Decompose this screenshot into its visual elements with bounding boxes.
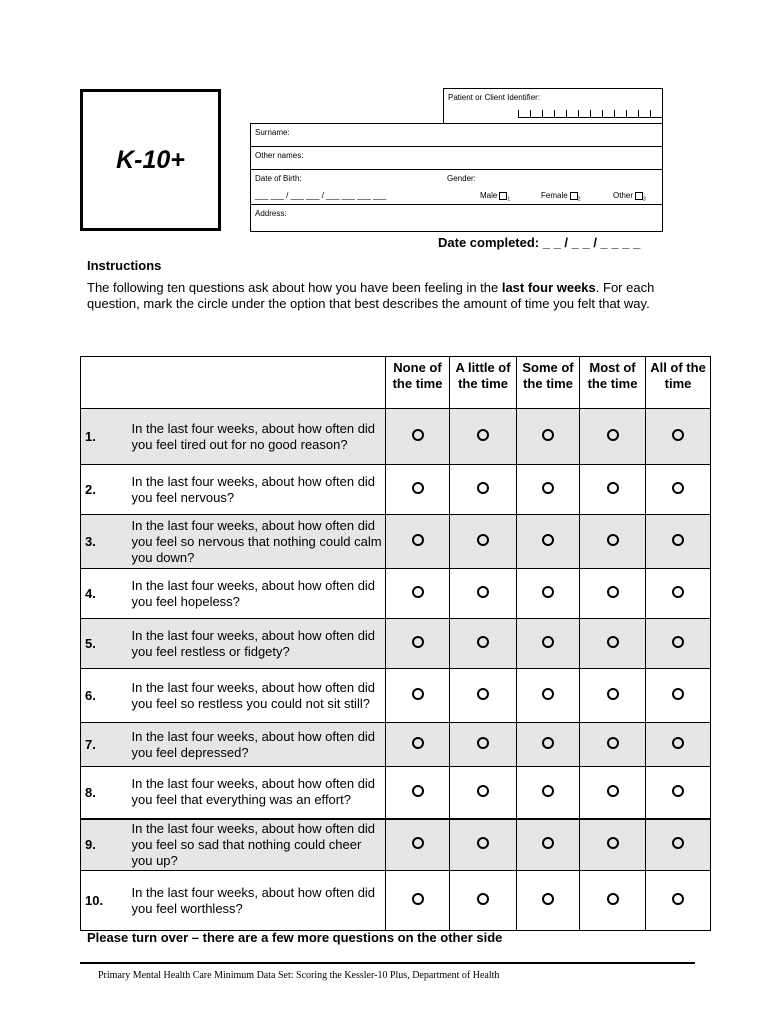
response-circle-icon[interactable] (477, 429, 489, 441)
question-number: 7. (81, 723, 132, 767)
question-row (81, 569, 711, 619)
response-circle-icon[interactable] (542, 482, 554, 494)
response-cell (580, 465, 646, 515)
response-circle-icon[interactable] (607, 586, 619, 598)
question-number: 8. (81, 767, 132, 819)
question-row (81, 619, 711, 669)
response-cell (450, 669, 517, 723)
response-cell (450, 819, 517, 871)
response-circle-icon[interactable] (607, 893, 619, 905)
response-circle-icon[interactable] (412, 534, 424, 546)
question-text: In the last four weeks, about how often did you feel restless or fidgety? (132, 619, 386, 669)
question-number: 6. (81, 669, 132, 723)
surname-label: Surname: (255, 128, 290, 137)
response-circle-icon[interactable] (412, 893, 424, 905)
response-cell (646, 619, 711, 669)
date-completed[interactable]: Date completed: _ _ / _ _ / _ _ _ _ (438, 235, 641, 250)
response-circle-icon[interactable] (607, 737, 619, 749)
response-circle-icon[interactable] (412, 429, 424, 441)
response-cell (450, 723, 517, 767)
address-field[interactable] (250, 204, 663, 232)
response-cell (386, 515, 450, 569)
question-text: In the last four weeks, about how often did you feel tired out for no good reason? (132, 409, 386, 465)
question-text: In the last four weeks, about how often did you feel so restless you could not sit still? (132, 669, 386, 723)
response-cell (580, 767, 646, 819)
response-cell (646, 515, 711, 569)
response-circle-icon[interactable] (542, 737, 554, 749)
header-row (81, 357, 711, 409)
response-cell (517, 767, 580, 819)
question-text: In the last four weeks, about how often did you feel nervous? (132, 465, 386, 515)
response-cell (580, 669, 646, 723)
response-circle-icon[interactable] (477, 482, 489, 494)
response-cell (517, 619, 580, 669)
question-text: In the last four weeks, about how often did you feel hopeless? (132, 569, 386, 619)
header-option: Some of the time (517, 357, 580, 409)
question-number: 9. (81, 819, 132, 871)
other-names-label: Other names: (255, 151, 304, 160)
response-circle-icon[interactable] (542, 636, 554, 648)
response-circle-icon[interactable] (672, 785, 684, 797)
header-blank (81, 357, 386, 409)
response-cell (386, 871, 450, 931)
response-circle-icon[interactable] (672, 893, 684, 905)
question-row (81, 819, 711, 871)
response-circle-icon[interactable] (542, 586, 554, 598)
question-number: 4. (81, 569, 132, 619)
response-circle-icon[interactable] (672, 837, 684, 849)
response-circle-icon[interactable] (542, 688, 554, 700)
response-cell (517, 819, 580, 871)
identifier-label: Patient or Client Identifier: (448, 93, 541, 102)
question-row (81, 465, 711, 515)
response-circle-icon[interactable] (672, 482, 684, 494)
response-cell (580, 871, 646, 931)
response-circle-icon[interactable] (672, 636, 684, 648)
other-checkbox[interactable] (635, 192, 643, 200)
response-circle-icon[interactable] (477, 737, 489, 749)
response-circle-icon[interactable] (542, 429, 554, 441)
response-cell (517, 515, 580, 569)
female-checkbox[interactable] (570, 192, 578, 200)
response-cell (386, 619, 450, 669)
response-circle-icon[interactable] (477, 785, 489, 797)
response-cell (580, 819, 646, 871)
header-option: Most of the time (580, 357, 646, 409)
response-circle-icon[interactable] (607, 534, 619, 546)
response-cell (517, 723, 580, 767)
response-circle-icon[interactable] (477, 586, 489, 598)
question-text: In the last four weeks, about how often did you feel so sad that nothing could cheer you up? (132, 819, 386, 871)
identifier-cells[interactable] (518, 110, 663, 118)
response-circle-icon[interactable] (412, 837, 424, 849)
response-circle-icon[interactable] (542, 534, 554, 546)
response-cell (450, 767, 517, 819)
address-label: Address: (255, 209, 287, 218)
question-number: 5. (81, 619, 132, 669)
header-option: A little of the time (450, 357, 517, 409)
response-circle-icon[interactable] (412, 785, 424, 797)
footer-text: Primary Mental Health Care Minimum Data Set: Scoring the Kessler-10 Plus, Department of Health (98, 970, 500, 981)
response-cell (646, 723, 711, 767)
response-cell (580, 723, 646, 767)
response-circle-icon[interactable] (542, 893, 554, 905)
response-cell (450, 871, 517, 931)
gender-label: Gender: (447, 174, 476, 183)
response-cell (386, 723, 450, 767)
response-cell (517, 569, 580, 619)
gender-female-option[interactable]: Female $_2$ (541, 191, 581, 203)
response-circle-icon[interactable] (672, 534, 684, 546)
question-number: 3. (81, 515, 132, 569)
response-circle-icon[interactable] (542, 837, 554, 849)
response-cell (450, 619, 517, 669)
response-circle-icon[interactable] (672, 586, 684, 598)
response-cell (646, 569, 711, 619)
question-text: In the last four weeks, about how often did you feel depressed? (132, 723, 386, 767)
dob-label: Date of Birth: (255, 174, 302, 183)
instructions-text: The following ten questions ask about how you have been feeling in the last four weeks. For each question, mark the circle under the option that best describes the amount of time you felt that way. (87, 280, 655, 311)
response-circle-icon[interactable] (607, 429, 619, 441)
response-circle-icon[interactable] (672, 688, 684, 700)
response-cell (580, 569, 646, 619)
response-cell (646, 871, 711, 931)
response-circle-icon[interactable] (672, 429, 684, 441)
response-circle-icon[interactable] (607, 636, 619, 648)
response-circle-icon[interactable] (672, 737, 684, 749)
response-circle-icon[interactable] (607, 837, 619, 849)
response-cell (646, 819, 711, 871)
response-cell (580, 619, 646, 669)
response-cell (450, 465, 517, 515)
response-cell (517, 465, 580, 515)
response-cell (386, 409, 450, 465)
header-option: None of the time (386, 357, 450, 409)
patient-identifier-box (443, 88, 663, 124)
response-circle-icon[interactable] (477, 893, 489, 905)
response-circle-icon[interactable] (477, 636, 489, 648)
response-cell (450, 515, 517, 569)
instructions-heading: Instructions (87, 258, 162, 273)
response-cell (646, 465, 711, 515)
response-circle-icon[interactable] (412, 737, 424, 749)
response-circle-icon[interactable] (412, 586, 424, 598)
turn-over-note: Please turn over – there are a few more questions on the other side (87, 930, 503, 945)
response-cell (580, 409, 646, 465)
response-cell (646, 767, 711, 819)
response-cell (517, 409, 580, 465)
question-row (81, 409, 711, 465)
response-cell (517, 871, 580, 931)
form-title-box (80, 89, 221, 231)
question-number: 1. (81, 409, 132, 465)
response-cell (450, 409, 517, 465)
question-row (81, 669, 711, 723)
question-row (81, 515, 711, 569)
form-title: K-10+ (116, 145, 185, 174)
response-circle-icon[interactable] (412, 482, 424, 494)
response-cell (517, 669, 580, 723)
response-circle-icon[interactable] (477, 837, 489, 849)
response-cell (386, 465, 450, 515)
questionnaire-table (80, 356, 711, 931)
response-circle-icon[interactable] (412, 688, 424, 700)
response-circle-icon[interactable] (542, 785, 554, 797)
question-text: In the last four weeks, about how often did you feel worthless? (132, 871, 386, 931)
dob-field[interactable]: ___ ___ / ___ ___ / ___ ___ ___ ___ (255, 191, 387, 200)
question-row (81, 767, 711, 819)
question-number: 10. (81, 871, 132, 931)
response-circle-icon[interactable] (607, 688, 619, 700)
response-cell (580, 515, 646, 569)
response-circle-icon[interactable] (607, 482, 619, 494)
response-cell (386, 569, 450, 619)
response-circle-icon[interactable] (477, 534, 489, 546)
response-cell (386, 669, 450, 723)
response-cell (646, 409, 711, 465)
response-circle-icon[interactable] (607, 785, 619, 797)
question-text: In the last four weeks, about how often did you feel that everything was an effort? (132, 767, 386, 819)
response-cell (450, 569, 517, 619)
response-cell (386, 767, 450, 819)
question-text: In the last four weeks, about how often did you feel so nervous that nothing could calm you down? (132, 515, 386, 569)
question-row (81, 871, 711, 931)
other-names-field[interactable] (250, 146, 663, 170)
response-circle-icon[interactable] (412, 636, 424, 648)
question-row (81, 723, 711, 767)
gender-male-option[interactable]: Male $_1$ (480, 191, 511, 203)
gender-other-option[interactable]: Other $_3$ (613, 191, 646, 203)
surname-field[interactable] (250, 123, 663, 147)
footer-divider (80, 962, 695, 964)
response-circle-icon[interactable] (477, 688, 489, 700)
question-number: 2. (81, 465, 132, 515)
dob-gender-row (250, 169, 663, 205)
response-cell (646, 669, 711, 723)
header-option: All of the time (646, 357, 711, 409)
response-cell (386, 819, 450, 871)
